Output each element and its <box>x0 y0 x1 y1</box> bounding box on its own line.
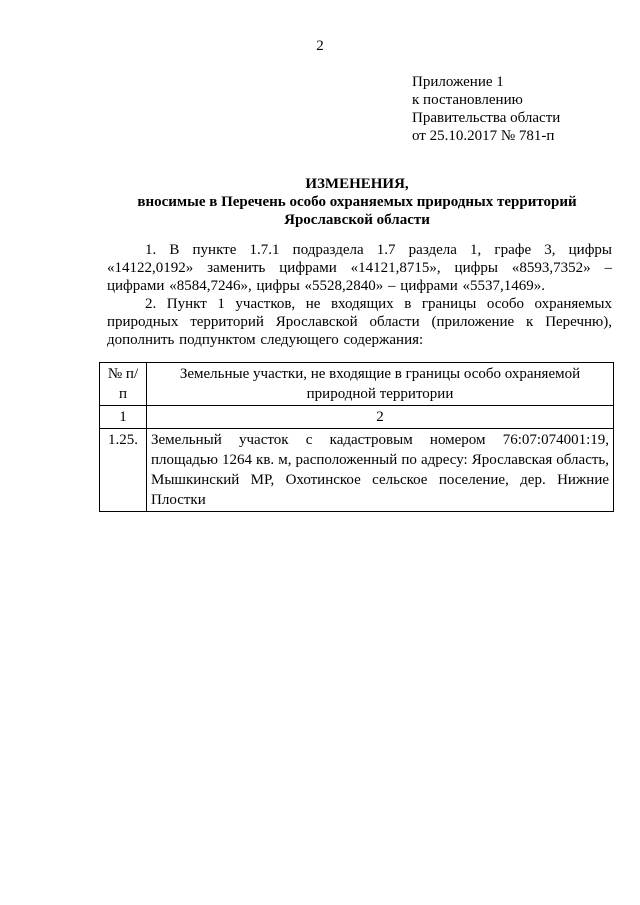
row-num-cell: 1.25. <box>100 429 147 512</box>
title-line: Ярославской области <box>284 212 430 228</box>
table-header-row <box>100 363 614 406</box>
header-num-cell: № п/п <box>100 363 147 406</box>
changes-table <box>99 362 614 512</box>
header-desc-cell: Земельные участки, не входящие в границы особо охраняемой природной территории <box>147 363 614 406</box>
appendix-line: к постановлению <box>412 92 523 108</box>
document-title <box>100 175 614 229</box>
title-line: ИЗМЕНЕНИЯ, <box>305 176 409 192</box>
title-line: вносимые в Перечень особо охраняемых природных территорий <box>137 194 577 210</box>
appendix-line: Приложение 1 <box>412 74 504 90</box>
paragraph-1: 1. В пункте 1.7.1 подраздела 1.7 раздела 1, графе 3, цифры «14122,0192» заменить цифрами «14121,8715», цифры «8593,7352» – цифрами «8584,7246», цифры «5528,2840» – цифрами «5537,1469». <box>107 242 612 294</box>
row-desc-cell: Земельный участок с кадастровым номером 76:07:074001:19, площадью 1264 кв. м, расположенный по адресу: Ярославская область, Мышкинский МР, Охотинское сельское поселение, дер. Нижние Плостки <box>147 429 614 512</box>
body-text <box>107 241 612 349</box>
column-number-cell: 1 <box>100 406 147 429</box>
column-number-cell: 2 <box>147 406 614 429</box>
paragraph-2: 2. Пункт 1 участков, не входящих в границы особо охраняемых природных территорий Ярославской области (приложение к Перечню), дополнить подпунктом следующего содержания: <box>107 296 612 348</box>
appendix-header <box>412 73 627 145</box>
page-number: 2 <box>316 38 324 54</box>
table-row <box>100 429 614 512</box>
appendix-line: от 25.10.2017 № 781-п <box>412 128 555 144</box>
appendix-line: Правительства области <box>412 110 561 126</box>
table-column-numbers-row <box>100 406 614 429</box>
